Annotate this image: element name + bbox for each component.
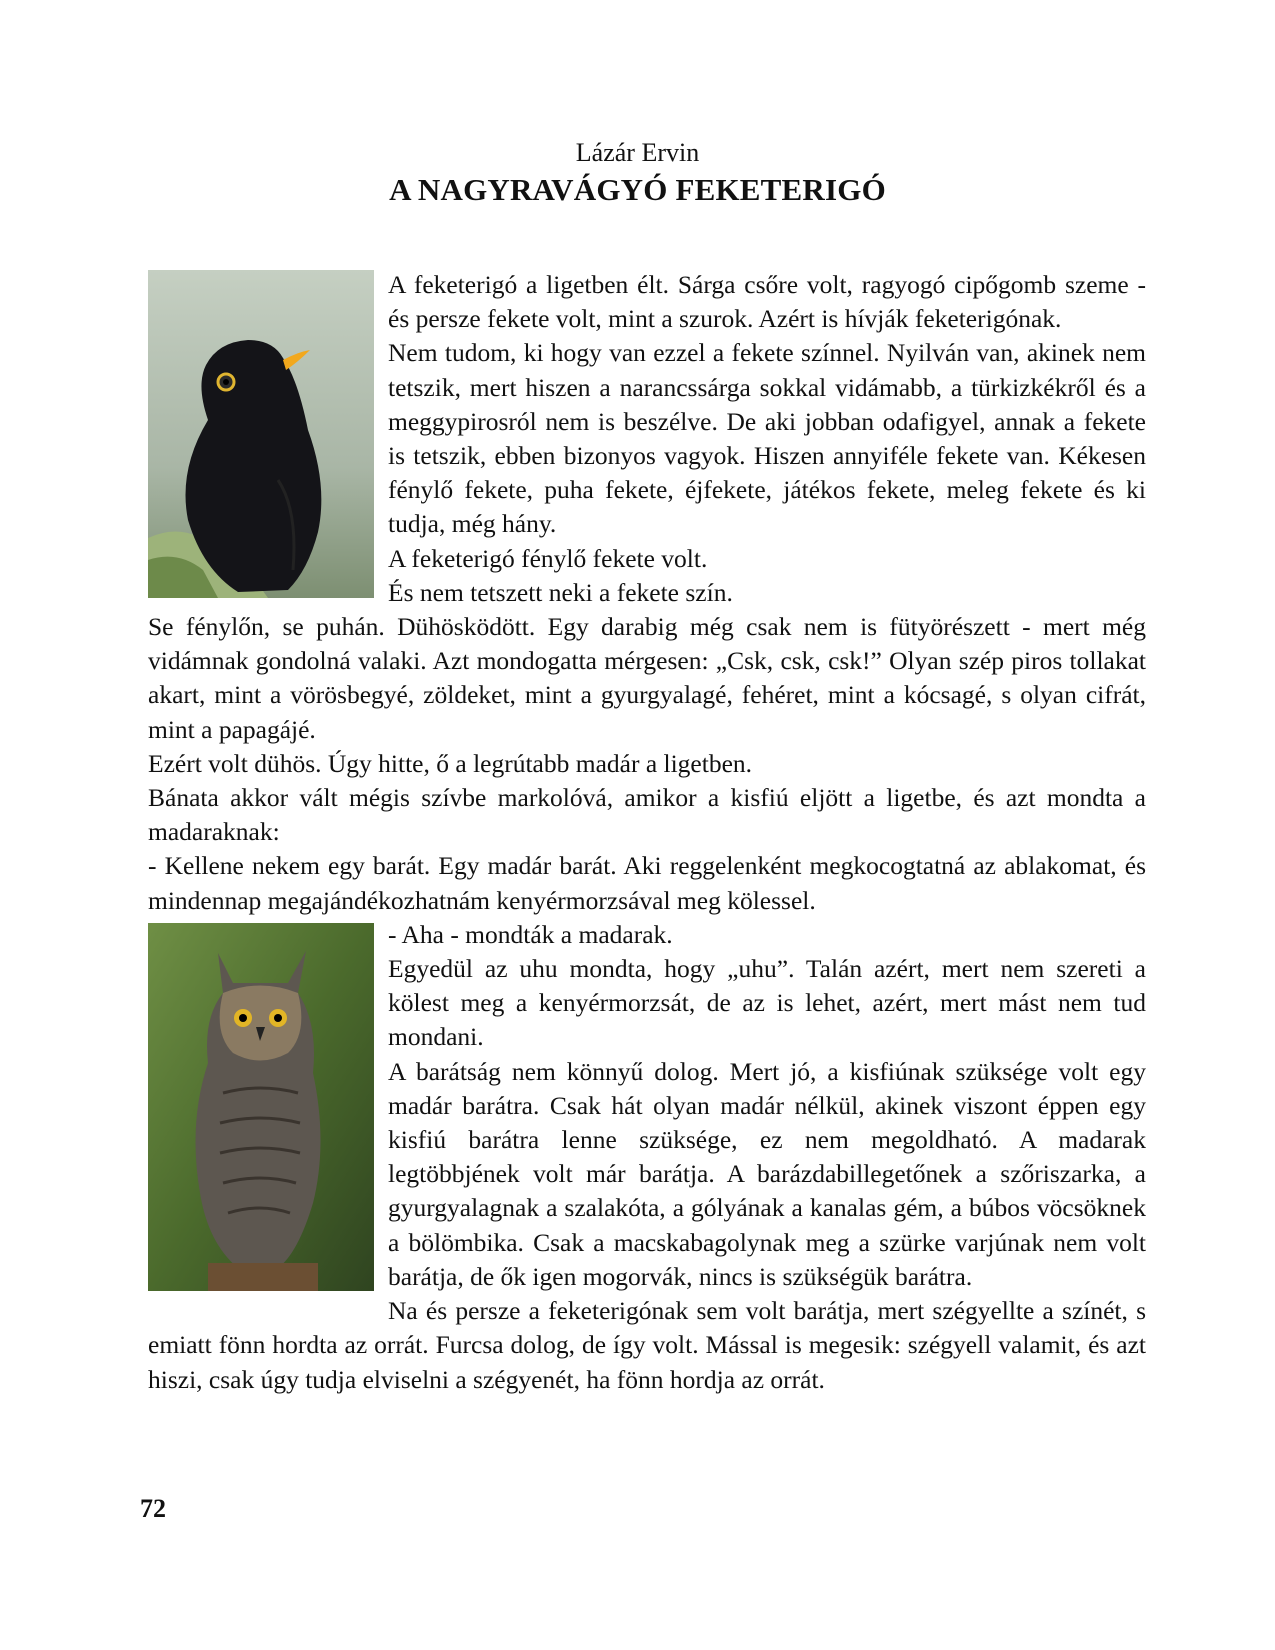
paragraph: A feketerigó fénylő fekete volt. (388, 543, 708, 573)
owl-photo (148, 923, 374, 1291)
paragraph: Ezért volt dühös. Úgy hitte, ő a legrútabb madár a ligetben. (148, 748, 753, 778)
paragraph: - Aha - mondták a madarak. (388, 919, 673, 949)
blackbird-photo (148, 270, 374, 598)
page-number: 72 (140, 1494, 166, 1523)
paragraph: Se fénylőn, se puhán. Dühösködött. Egy darabig még csak nem is fütyörészett - mert még vidámnak gondolná valaki. Azt mondogatta mérgesen: „Csk, csk, csk!” Olyan szép piros tollakat akart, mint a vörösbegyé, zöldeket, mint a gyurgyalagé, fehéret, mint a kócsagé, s olyan cifrát, mint a papagájé. (148, 612, 1146, 744)
paragraph: - Kellene nekem egy barát. Egy madár barát. Aki reggelenként megkocogtatná az ablakomat, és mindennap megajándékozhatnám kenyérmorzsával meg kölessel. (148, 851, 1146, 915)
paragraph: A feketerigó a ligetben élt. Sárga csőre volt, ragyogó cipőgomb szeme - és persze fekete volt, mint a szurok. Azért is hívják feketerigónak. (388, 270, 1146, 334)
paragraph: A barátság nem könnyű dolog. Mert jó, a kisfiúnak szüksége volt egy madár barátra. Csak hát olyan madár nélkül, akinek viszont éppen egy kisfiú barátra lenne szüksége, ez nem megoldható. A madarak legtöbbjének volt már barátja. A barázdabillegetőnek a szőriszarka, a gyurgyalagnak a szalakóta, a gólyának a kanalas gém, a búbos vöcsöknek a bölömbika. Csak a macskabagolynak meg a szürke varjúnak nem volt barátja, de ők igen mogorvák, nincs is szükségük barátra. (388, 1056, 1146, 1291)
story-title: A NAGYRAVÁGYÓ FEKETERIGÓ (389, 172, 886, 207)
paragraph: És nem tetszett neki a fekete szín. (388, 577, 733, 607)
paragraph: Nem tudom, ki hogy van ezzel a fekete színnel. Nyilván van, akinek nem tetszik, mert hiszen a narancssárga sokkal vidámabb, a türkizkékről és a meggypirosról nem is beszélve. De aki jobban odafigyel, annak a fekete is tetszik, ebben bizonyos vagyok. Hiszen annyiféle fekete van. Kékesen fénylő fekete, puha fekete, éjfekete, játékos fekete, meleg fekete és ki tudja, még hány. (388, 338, 1146, 539)
author-name: Lázár Ervin (575, 138, 700, 167)
paragraph: Bánata akkor vált mégis szívbe markolóvá, amikor a kisfiú eljött a ligetbe, és azt mondta a madaraknak: (148, 783, 1146, 847)
paragraph: Egyedül az uhu mondta, hogy „uhu”. Talán azért, mert nem szereti a kölest meg a kenyérmorzsát, de az is lehet, azért, mert mást nem tud mondani. (388, 954, 1146, 1052)
paragraph: Na és persze a feketerigónak sem volt barátja, mert szégyellte a színét, s emiatt fönn hordta az orrát. Furcsa dolog, de így volt. Mással is megesik: szégyell valamit, és azt hiszi, csak úgy tudja elviselni a szégyenét, ha fönn hordja az orrát. (148, 1296, 1146, 1394)
story-body (148, 268, 1146, 1397)
